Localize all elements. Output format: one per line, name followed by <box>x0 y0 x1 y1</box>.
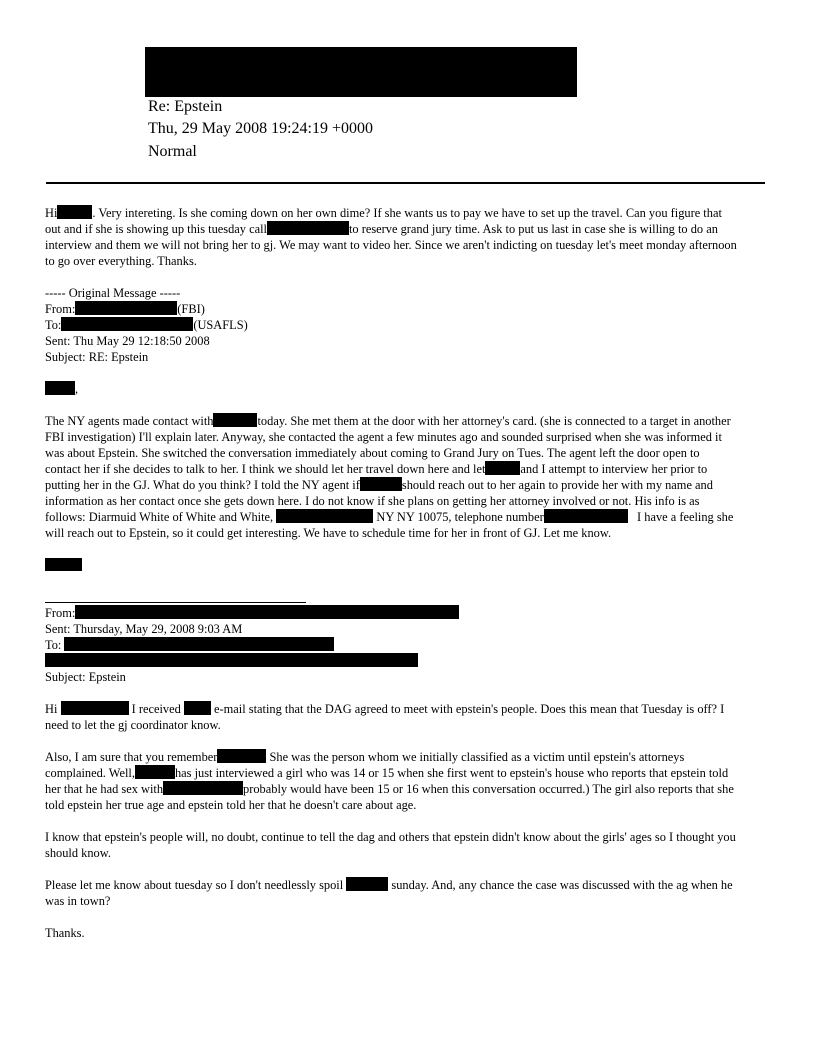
subject-value: Re: Epstein <box>148 98 223 115</box>
reply-line <box>45 237 775 253</box>
redaction <box>45 653 418 667</box>
original-from-label: From: <box>45 302 76 316</box>
original-to-suffix: (USAFLS) <box>193 318 248 332</box>
fbi-text: information as her contact once she gets down here. I do not know if she plans on getting her attorney involved or not. His info is as <box>45 494 700 508</box>
redaction <box>184 701 211 715</box>
original-from-suffix: (FBI) <box>177 302 205 316</box>
redaction <box>75 605 459 619</box>
fbi-text: The NY agents made contact with <box>45 414 214 428</box>
fbi-text: contact her if she decides to talk to her. I think we should let her travel down here and let <box>45 462 486 476</box>
redaction <box>61 317 193 331</box>
prosecutor-text: Hi <box>45 702 58 716</box>
reply-line <box>45 205 775 221</box>
redaction <box>485 461 520 475</box>
original-sent: Sent: Thu May 29 12:18:50 2008 <box>45 334 210 348</box>
fbi-text: will reach out to Epstein, so it could get interesting. We have to schedule time for her in front of GJ. Let me know. <box>45 526 612 540</box>
reply-text: to reserve grand jury time. Ask to put us last in case she is willing to do an <box>348 222 718 236</box>
importance-value: Normal <box>148 143 197 160</box>
prosecutor-text: Please let me know about tuesday so I don't needlessly spoil <box>45 878 344 892</box>
prosecutor-text: should know. <box>45 846 111 860</box>
reply-line <box>45 253 775 269</box>
date-value: Thu, 29 May 2008 19:24:19 +0000 <box>148 120 374 137</box>
redaction <box>57 205 92 219</box>
fbi-text: follows: Diarmuid White of White and White, <box>45 510 274 524</box>
forwarded-to-label: To: <box>45 638 62 652</box>
reply-text: to go over everything. Thanks. <box>45 254 197 268</box>
redaction <box>213 413 257 427</box>
redaction <box>64 637 334 651</box>
forward-divider <box>45 602 306 603</box>
redaction <box>45 381 75 395</box>
prosecutor-text: complained. Well, <box>45 766 135 780</box>
fbi-text: I have a feeling she <box>637 510 734 524</box>
fbi-text: and I attempt to interview her prior to <box>520 462 708 476</box>
redaction <box>360 477 402 491</box>
prosecutor-message <box>45 701 775 941</box>
reply-text: . Very intereting. Is she coming down on her own dime? If she wants us to pay we have to set up the travel. Can you figure that <box>92 206 722 220</box>
forwarded-subject: Subject: Epstein <box>45 670 126 684</box>
prosecutor-text: sunday. And, any chance the case was discussed with the ag when he <box>391 878 733 892</box>
fbi-text: FBI investigation) I'll explain later. Anyway, she contacted the agent a few minutes ago and sounded surprised when she was informed it <box>45 430 722 444</box>
reply-text: Hi <box>45 206 58 220</box>
redaction <box>61 701 129 715</box>
redaction <box>163 781 243 795</box>
fbi-text: today. She met them at the door with her attorney's card. (she is connected to a target in another <box>257 414 731 428</box>
prosecutor-text: told epstein her true age and epstein told her that he doesn't care about age. <box>45 798 417 812</box>
redaction <box>217 749 266 763</box>
prosecutor-text: I received <box>131 702 181 716</box>
original-message-marker: ----- Original Message ----- <box>45 286 181 300</box>
fbi-message <box>45 413 775 541</box>
redaction <box>276 509 373 523</box>
redaction <box>267 221 349 235</box>
redaction <box>346 877 388 891</box>
prosecutor-text: her that he had sex with <box>45 782 164 796</box>
greeting-comma: , <box>75 382 79 396</box>
original-to-label: To: <box>45 318 62 332</box>
prosecutor-text: need to let the gj coordinator know. <box>45 718 221 732</box>
prosecutor-text: Also, I am sure that you remember <box>45 750 218 764</box>
prosecutor-text: has just interviewed a girl who was 14 or 15 when she first went to epstein's house who reports that epstein told <box>174 766 729 780</box>
fbi-text: should reach out to her again to provide her with my name and <box>401 478 713 492</box>
forwarded-from-label: From: <box>45 606 76 620</box>
fbi-text: was about Epstein. She switched the conversation immediately about coming to Grand Jury on Tues. The agent left the door open to <box>45 446 700 460</box>
prosecutor-text: was in town? <box>45 894 111 908</box>
prosecutor-text: I know that epstein's people will, no doubt, continue to tell the dag and others that epstein didn't know about the girls' ages so I thought you <box>45 830 736 844</box>
header-divider <box>46 182 765 184</box>
prosecutor-text: She was the person whom we initially classified as a victim until epstein's attorneys <box>269 750 685 764</box>
redaction <box>75 301 177 315</box>
forwarded-sent: Sent: Thursday, May 29, 2008 9:03 AM <box>45 622 243 636</box>
prosecutor-text: Thanks. <box>45 926 85 940</box>
redaction <box>544 509 628 523</box>
original-subject: Subject: RE: Epstein <box>45 350 149 364</box>
prosecutor-text: e-mail stating that the DAG agreed to meet with epstein's people. Does this mean that Tuesday is off? I <box>214 702 725 716</box>
fbi-greeting <box>45 381 775 397</box>
redaction <box>135 765 175 779</box>
original-message-header <box>45 285 775 365</box>
redaction-header-from-to <box>145 47 577 97</box>
forwarded-header <box>45 605 775 685</box>
reply-text: interview and them we will not bring her to gj. We may want to video her. Since we aren't indicting on tuesday let's meet monday afternoon <box>45 238 737 252</box>
fbi-text: NY NY 10075, telephone number <box>376 510 544 524</box>
redaction-signature <box>45 558 82 571</box>
reply-line <box>45 221 775 237</box>
reply-message <box>45 205 775 269</box>
reply-text: out and if she is showing up this tuesday call <box>45 222 267 236</box>
prosecutor-text: probably would have been 15 or 16 when this conversation occurred.) The girl also reports that she <box>243 782 734 796</box>
fbi-text: putting her in the GJ. What do you think? I told the NY agent if <box>45 478 360 492</box>
